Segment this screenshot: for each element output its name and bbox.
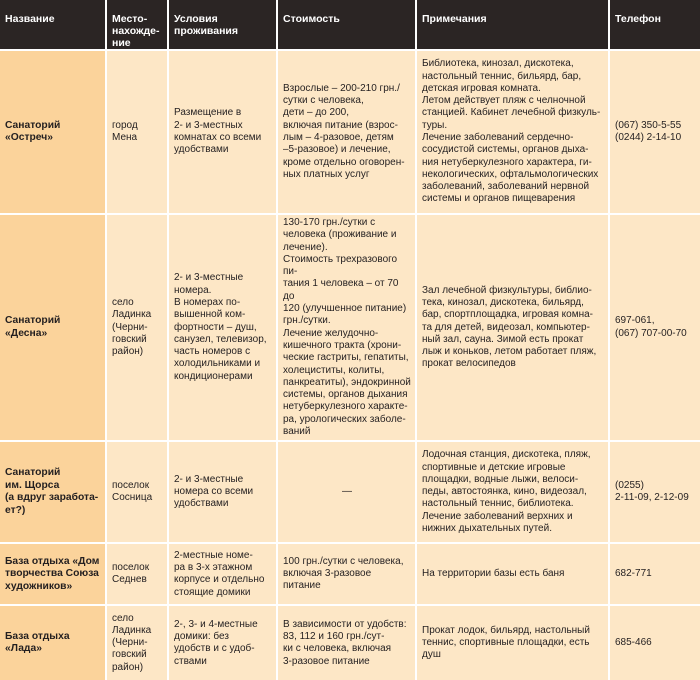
header-name: Название — [0, 0, 106, 50]
cell-name: Санаторий им. Щорса (а вдруг заработа- ет?) — [0, 441, 106, 543]
cell-cost: В зависимости от удобств: 83, 112 и 160 грн./сут- ки с человека, включая 3-разовое питание — [277, 605, 416, 680]
table-body — [0, 50, 700, 680]
header-phone: Телефон — [609, 0, 700, 50]
table-header — [0, 0, 700, 50]
cell-cost: — — [277, 441, 416, 543]
header-row — [0, 0, 700, 50]
cell-phone: 685-466 — [609, 605, 700, 680]
cell-location: город Мена — [106, 50, 168, 214]
cell-cost: 130-170 грн./сутки с человека (проживание и лечение). Стоимость трехразового пи- тания 1 человека – от 70 до 120 (улучшенное питание) грн./сутки. Лечение желудочно- кишечного тракта (хрони- ческие гастриты, гепатиты, холециститы, колиты, панкреатиты), эндокринной системы, органов дыхания нетуберкулезного характе- ра, урологических заболе- ваний — [277, 214, 416, 441]
cell-location: село Ладинка (Черни- говский район) — [106, 214, 168, 441]
cell-conditions: 2- и 3-местные номера со всеми удобствами — [168, 441, 277, 543]
cell-name: База отдыха «Лада» — [0, 605, 106, 680]
table-row — [0, 543, 700, 605]
table-row — [0, 441, 700, 543]
header-conditions: Условия проживания — [168, 0, 277, 50]
cell-notes: Зал лечебной физкультуры, библио- тека, кинозал, дискотека, бильярд, бар, спортплощадка, игровая комна- та для детей, видеозал, компьютер- ный зал, сауна. Зимой есть прокат лыж и коньков, летом работает пляж, прокат велосипедов — [416, 214, 609, 441]
cell-notes: На территории базы есть баня — [416, 543, 609, 605]
cell-name: Санаторий «Десна» — [0, 214, 106, 441]
header-cost: Стоимость — [277, 0, 416, 50]
cell-conditions: 2-, 3- и 4-местные домики: без удобств и с удоб- ствами — [168, 605, 277, 680]
cell-phone: 682-771 — [609, 543, 700, 605]
cell-cost: Взрослые – 200-210 грн./ сутки с человека, дети – до 200, включая питание (взрос- лым – 4-разовое, детям –5-разовое) и лечение, кроме отдельно оговорен- ных платных услуг — [277, 50, 416, 214]
cell-notes: Прокат лодок, бильярд, настольный теннис, спортивные площадки, есть душ — [416, 605, 609, 680]
cell-notes: Библиотека, кинозал, дискотека, настольный теннис, бильярд, бар, детская игровая комната. Летом действует пляж с челночной станцией. Кабинет лечебной физкуль- туры. Лечение заболеваний сердечно- сосудистой системы, органов дыха- ния нетуберкулезного характера, ги- некологических, офтальмологических заболеваний, заболеваний нервной системы и органов пищеварения — [416, 50, 609, 214]
header-location: Место- нахожде- ние — [106, 0, 168, 50]
cell-phone: (0255) 2-11-09, 2-12-09 — [609, 441, 700, 543]
cell-cost: 100 грн./сутки с человека, включая 3-разовое питание — [277, 543, 416, 605]
cell-location: поселок Седнев — [106, 543, 168, 605]
cell-name: База отдыха «Дом творчества Союза художников» — [0, 543, 106, 605]
cell-phone: 697-061, (067) 707-00-70 — [609, 214, 700, 441]
cell-phone: (067) 350-5-55 (0244) 2-14-10 — [609, 50, 700, 214]
cell-location: село Ладинка (Черни- говский район) — [106, 605, 168, 680]
cell-location: поселок Сосница — [106, 441, 168, 543]
cell-conditions: Размещение в 2- и 3-местных комнатах со всеми удобствами — [168, 50, 277, 214]
cell-name: Санаторий «Остреч» — [0, 50, 106, 214]
cell-notes: Лодочная станция, дискотека, пляж, спортивные и детские игровые площадки, водные лыжи, велоси- педы, автостоянка, кино, видеозал, настольный теннис, библиотека. Лечение заболеваний верхних и нижних дыхательных путей. — [416, 441, 609, 543]
cell-conditions: 2- и 3-местные номера. В номерах по- вышенной ком- фортности – душ, санузел, телевизор, часть номеров с холодильниками и кондиционерами — [168, 214, 277, 441]
table-row — [0, 50, 700, 214]
table-row — [0, 214, 700, 441]
cell-conditions: 2-местные номе- ра в 3-х этажном корпусе и отдельно стоящие домики — [168, 543, 277, 605]
header-notes: Примечания — [416, 0, 609, 50]
